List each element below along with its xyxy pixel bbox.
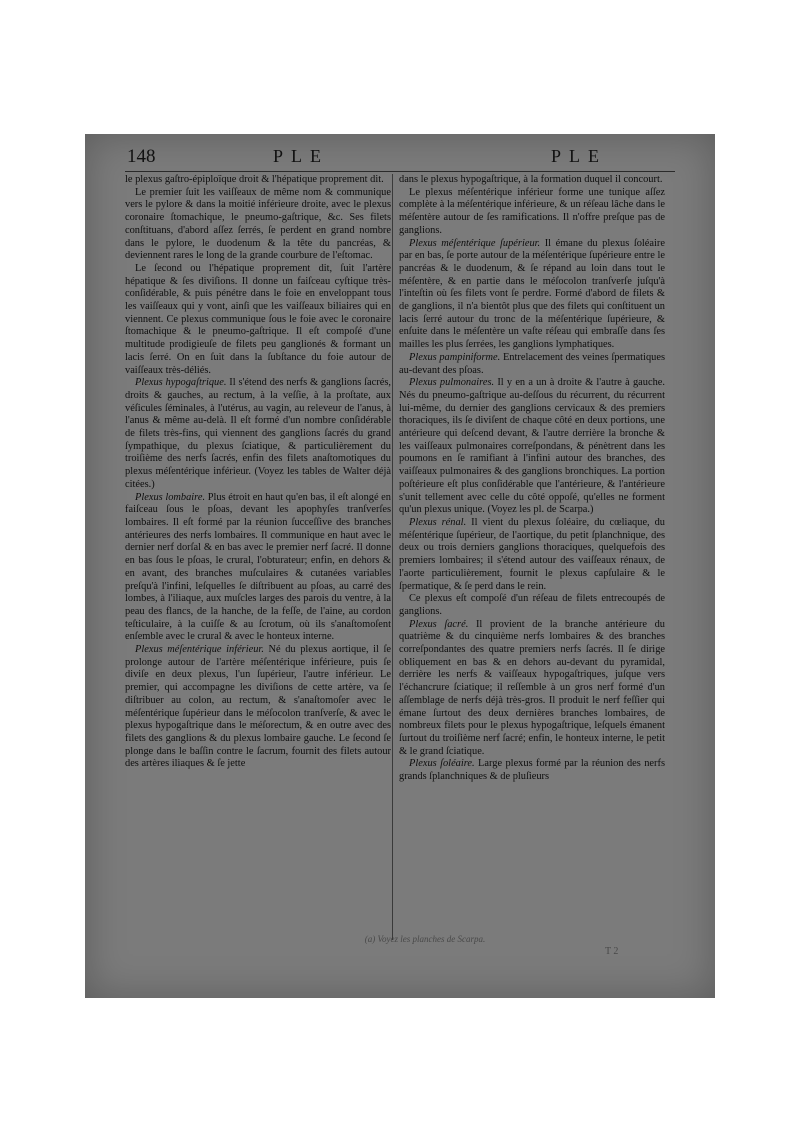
paragraph bbox=[399, 174, 665, 187]
paragraph bbox=[399, 377, 665, 517]
paragraph bbox=[399, 238, 665, 352]
entry-heading: Plexus hypogaſtrique. bbox=[135, 377, 227, 389]
paragraph bbox=[125, 377, 391, 491]
left-column bbox=[125, 174, 391, 771]
paragraph bbox=[399, 619, 665, 759]
running-head bbox=[127, 146, 675, 170]
running-head-right-word: PLE bbox=[551, 146, 608, 166]
paragraph-text: Plus étroit en haut qu'en bas, il eſt alongé en faiſceau ſous le pſoas, devant les apophyſes tranſverſes lombaires. Il eſt formé par la réunion ſucceſſive des branches antérieures des nerfs lombaires. Il communique en haut avec le dernier nerf dorſal & en bas avec le premier nerf ſacré. Il donne en bas ſous le pſoas, le crural, l'obturateur; enfin, en dehors & en avant, des branches muſculaires & cutanées variables preſqu'à l'infini, leſquelles ſe diſtribuent au pſoas, au carré des lombes, à l'iliaque, aux muſcles larges des parois du ventre, à la peau des flancs, de la hanche, de la feſſe, de l'aine, au cordon teſticulaire, à la cuiſſe & au ſcrotum, où ils s'anaſtomoſent enſemble avec le crural & avec le honteux interne. bbox=[125, 491, 391, 643]
paragraph-text: Né du plexus aortique, il ſe prolonge autour de l'artère méſentérique inférieure, puis ſe diviſe en deux plexus, l'un ſupérieur, l'autre inférieur. Le premier, qui accompagne les diviſions de cette artère, va ſe diſtribuer au colon, au rectum, & s'anaſtomoſer avec le méſentérique ſupérieur dans le méſocolon tranſverſe, & avec le plexus hypogaſtrique dans le méſorectum, & en outre avec des filets des ganglions & du plexus lombaire gauche. Le ſecond ſe plonge dans le baſſin contre le ſacrum, fournit des filets autour des artères iliaques & ſe jette bbox=[125, 644, 391, 770]
running-head-left-word: PLE bbox=[273, 146, 330, 166]
paragraph bbox=[399, 352, 665, 377]
entry-heading: Plexus pampiniforme. bbox=[409, 351, 501, 363]
paragraph-text: Il émane du plexus ſoléaire par en bas, ſe porte autour de la méſentérique ſupérieure entre le pancréas & le duodenum, & ſe répand au loin dans tout le méſentère, & en partie dans le méſocolon tranſverſe juſqu'à l'inteſtin où ſes filets vont ſe perdre. Formé d'abord de filets & de ganglions, il n'a bientôt plus que des filets qui conſtituent un lacis ſerré autour du tronc de la méſentérique ſupérieure, & enſuite dans le méſentère un vaſte réſeau qui embraſſe dans ſes mailles les plus ſerrées, les ganglions lymphatiques. bbox=[399, 237, 665, 351]
entry-heading: Plexus ſacré. bbox=[409, 618, 469, 630]
paragraph bbox=[125, 263, 391, 377]
paragraph-text: Le plexus méſentérique inférieur forme une tunique aſſez complète à la méſentérique inférieure, & un réſeau lâche dans le méſentère autour de ſes ramifications. Il n'offre preſque pas de ganglions. bbox=[399, 186, 665, 236]
paragraph bbox=[399, 517, 665, 593]
signature-mark: T 2 bbox=[605, 946, 619, 957]
entry-heading: Plexus méſentérique ſupérieur. bbox=[409, 237, 541, 249]
column-divider bbox=[392, 174, 393, 940]
paragraph bbox=[125, 644, 391, 771]
paragraph bbox=[399, 593, 665, 618]
paragraph-text: le plexus gaſtro-épiploïque droit & l'hépatique proprement dit. bbox=[125, 174, 384, 185]
entry-heading: Plexus méſentérique inférieur. bbox=[135, 644, 264, 656]
paragraph bbox=[399, 187, 665, 238]
paragraph-text: Entrelacement des veines ſpermatiques au-devant des pſoas. bbox=[399, 351, 665, 376]
paragraph bbox=[399, 758, 665, 783]
paragraph-text: Il vient du plexus ſoléaire, du cœliaque, du méſentérique ſupérieur, de l'aortique, du petit ſplanchnique, des deux ou trois derniers ganglions thoraciques, quelquefois des premiers lombaires; il s'étend autour des vaiſſeaux rénaux, de l'aorte particulièrement, fournit le plexus capſulaire & le ſpermatique, & ſe perd dans le rein. bbox=[399, 516, 665, 592]
bleed-through-footnote: (a) Voyez les planches de Scarpa. bbox=[364, 934, 486, 944]
paragraph-text: Ce plexus eſt compoſé d'un réſeau de filets entrecoupés de ganglions. bbox=[399, 593, 665, 617]
paragraph-text: Il y en a un à droite & l'autre à gauche. Nés du pneumo-gaſtrique au-deſſous du récurrent, du récurrent lui-même, du dernier des ganglions cervicaux & des premiers thoraciques, ils ſe diviſent de chaque côté en deux portions, une antérieure qui deſcend devant, & l'autre derrière la bronche & les vaiſſeaux pulmonaires correſpondans, & pénètrent dans les poumons en ſe ramifiant à l'infini autour des branches, des vaiſſeaux pulmonaires & des ganglions bronchiques. La portion poſtérieure eſt plus conſidérable que l'antérieure, & l'antérieure s'unit tellement avec celle du côté oppoſé, qu'elles ne forment qu'un plexus unique. (Voyez les pl. de Scarpa.) bbox=[399, 377, 665, 516]
entry-heading: Plexus rénal. bbox=[409, 516, 467, 528]
paragraph-text: Il provient de la branche antérieure du quatrième & du cinquième nerfs lombaires & des branches correſpondantes des quatre premiers nerfs ſacrés. Il ſe dirige obliquement en bas & en dehors au-devant du pyramidal, derrière les nerfs & vaiſſeaux hypogaſtriques, juſque vers l'échancrure ſciatique; il reſſemble à un gros nerf formé d'un aſſemblage de nerfs déjà très-gros. Il produit le nerf feſſier qui émane ſurtout des deux dernières branches lombaires, de nombreux filets pour le plexus hypogaſtrique, leſquels émanent ſurtout du troiſième nerf ſacré; enfin, le honteux interne, le petit & le grand ſciatique. bbox=[399, 618, 665, 757]
paragraph bbox=[125, 492, 391, 644]
paragraph-text: Large plexus formé par la réunion des nerfs grands ſplanchniques & de pluſieurs bbox=[399, 758, 665, 783]
paragraph-text: Le premier ſuit les vaiſſeaux de même nom & communique vers le pylore & dans la moitié inférieure droite, avec le plexus coronaire ſtomachique, le pneumo-gaſtrique, &c. Ses filets conſtituans, d'abord aſſez ſerrés, ſe perdent en grand nombre dans le pylore, le duodenum & la tête du pancréas, & deviennent rares le long de la grande courbure de l'eſtomac. bbox=[125, 186, 391, 262]
paragraph bbox=[125, 174, 391, 187]
entry-heading: Plexus pulmonaires. bbox=[409, 377, 495, 389]
entry-heading: Plexus ſoléaire. bbox=[409, 758, 475, 770]
header-rule bbox=[125, 171, 675, 172]
paragraph-text: dans le plexus hypogaſtrique, à la formation duquel il concourt. bbox=[399, 174, 663, 185]
page-number: 148 bbox=[127, 146, 156, 167]
right-column bbox=[399, 174, 665, 784]
paragraph-text: Il s'étend des nerfs & ganglions ſacrés, droits & gauches, au rectum, à la veſſie, à la proſtate, aux véſicules ſéminales, à l'utérus, au vagin, au releveur de l'anus, à l'anus & même au-delà. Il eſt formé d'un nombre conſidérable de filets très-fins, qui viennent des ganglions ſacrés du grand ſympathique, du plexus ſciatique, & particulièrement du troiſième des nerfs ſacrés, enfin des filets anaſtomotiques du plexus méſentérique inférieur. (Voyez les tables de Walter déjà citées.) bbox=[125, 377, 391, 490]
paragraph bbox=[125, 187, 391, 263]
entry-heading: Plexus lombaire. bbox=[135, 491, 206, 503]
scanned-page bbox=[85, 134, 715, 998]
paragraph-text: Le ſecond ou l'hépatique proprement dit, ſuit l'artère hépatique & ſes diviſions. Il donne un faiſceau cyſtique très-conſidérable, & puis pénétre dans le foie en enveloppant tous les vaiſſeaux qui y vont, ainſi que les vaiſſeaux biliaires qui en viennent. Ce plexus communique ſous le foie avec le coronaire ſtomachique & le pneumo-gaſtrique. Il eſt compoſé d'une multitude prodigieuſe de filets peu ganglionés & formant un lacis ſerré. On en ſuit dans la ſubſtance du foie autour de vaiſſeaux très-déliés. bbox=[125, 262, 391, 376]
